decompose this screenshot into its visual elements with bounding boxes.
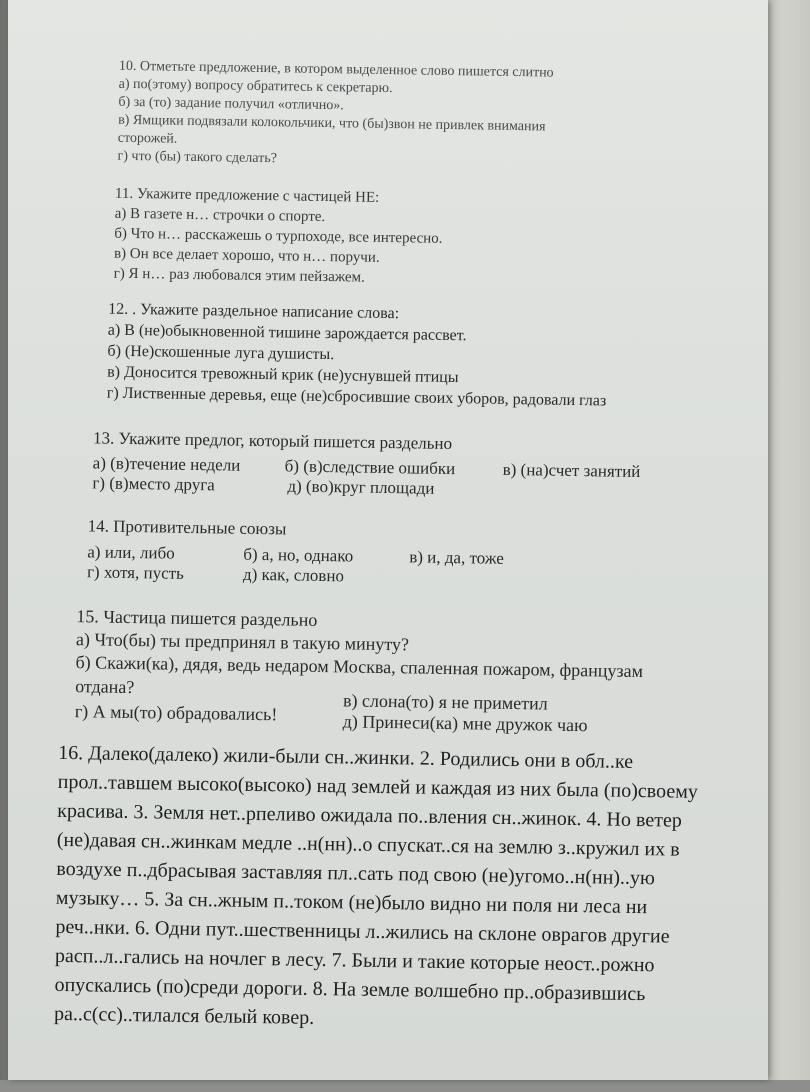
question-16-line-2: прол..тавшем высоко(высоко) над землей и каждая из них была (по)своему [57, 770, 699, 803]
question-13 [92, 428, 641, 498]
question-16-line-8: расп..л..гались на ночлег в лесу. 7. Были и такие которые неост..рожно [54, 944, 655, 977]
question-15-option-a: а) Что(бы) ты предпринял в такую минуту? [75, 629, 410, 655]
question-16-line-5: воздухе п..дбрасывая заставляя пл..сать под свою (не)угомо..н(нн)..ую [56, 857, 656, 890]
question-11-title: 11. Укажите предложение с частицей НЕ: [114, 185, 380, 206]
question-12 [107, 302, 608, 415]
question-14-option-v: в) и, да, тоже [409, 547, 505, 568]
question-13-option-g: г) (в)место друга [92, 472, 215, 494]
question-16-line-4: (не)давая сн..жинкам медле ..н(нн)..о спускат..ся на землю з..кружил их в [56, 828, 680, 861]
question-15 [74, 606, 644, 735]
question-12-title: 12. . Укажите раздельное написание слова: [108, 300, 400, 323]
question-14-option-g: г) хотя, пусть [86, 561, 185, 583]
question-15-option-b-cont: отдана? [75, 676, 135, 698]
question-13-option-a: а) (в)течение недели [92, 453, 241, 475]
question-14-option-d: д) как, словно [242, 564, 345, 585]
question-13-option-d: д) (во)круг площади [287, 475, 435, 498]
question-15-option-v: в) слона(то) я не приметил [342, 690, 548, 714]
question-15-option-d: д) Принеси(ка) мне дружок чаю [342, 711, 588, 735]
question-16-line-10: ра..с(сс)..тилался белый ковер. [53, 1002, 315, 1029]
question-11-option-a: а) В газете н… строчки о спорте. [114, 205, 326, 226]
question-10-option-v: в) Ямщики подвязали колокольчики, что (бы)звон не привлек внимания [118, 112, 546, 135]
question-16-line-6: музыку… 5. За сн..жным п..током (не)было видно ни поля ни леса ни [55, 886, 648, 919]
question-15-row-4 [74, 700, 643, 735]
question-15-title: 15. Частица пишется раздельно [76, 606, 318, 630]
question-16-line-7: реч..нки. 6. Одни пут..шественницы л..жились на склоне оврагов другие [55, 915, 670, 948]
question-16-line-3: красива. 3. Земля нет..рпеливо ожидала по..вления сн..жинок. 4. Но ветер [57, 799, 682, 832]
question-12-option-g: г) Лиственные деревья, еще (не)сбросившие своих уборов, радовали глаз [106, 384, 607, 410]
question-10 [117, 60, 553, 175]
question-12-option-b: б) (Не)скошенные луга душисты. [107, 342, 335, 364]
question-10-option-g: г) что (бы) такого сделать? [117, 148, 277, 167]
question-14 [86, 516, 505, 585]
question-14-option-a: а) или, либо [87, 542, 175, 563]
question-13-option-v: в) (на)счет занятий [502, 459, 641, 481]
worksheet-page [8, 0, 768, 1080]
question-14-title: 14. Противительные союзы [87, 516, 287, 539]
question-14-row-2 [86, 561, 345, 585]
question-11-option-g: г) Я н… раз любовался этим пейзажем. [113, 265, 365, 286]
question-12-option-a: а) В (не)обыкновенной тишине зарождается рассвет. [107, 321, 467, 345]
question-13-option-b: б) (в)следствие ошибки [284, 456, 456, 479]
question-15-option-g: г) А мы(то) обрадовались! [74, 700, 278, 725]
question-12-option-v: в) Доносится тревожный крик (не)уснувшей птицы [107, 363, 459, 387]
question-10-option-a: а) по(этому) вопросу обратитесь к секретарю. [118, 76, 393, 97]
question-14-option-b: б) а, но, однако [243, 544, 354, 566]
question-11 [114, 187, 444, 292]
question-15-option-b: б) Скажи(ка), дядя, ведь недаром Москва, спаленная пожаром, французам [75, 652, 644, 682]
question-11-option-v: в) Он все делает хорошо, что н… поручи. [113, 245, 380, 266]
question-11-option-b: б) Что н… расскажешь о турпоходе, все интересно. [114, 225, 443, 247]
question-16 [54, 743, 699, 1043]
question-10-option-b: б) за (то) задание получил «отлично». [118, 94, 344, 114]
question-10-title: 10. Отметьте предложение, в котором выделенное слово пишется слитно [118, 58, 554, 81]
question-13-title: 13. Укажите предлог, который пишется раздельно [92, 428, 453, 454]
question-16-line-1: 16. Далеко(далеко) жили-были сн..жинки. 2. Родились они в обл..ке [58, 741, 634, 773]
question-10-option-v-cont: сторожей. [117, 130, 178, 147]
question-16-line-9: опускались (по)среди дороги. 8. На земле волшебно пр..образившись [54, 973, 646, 1006]
